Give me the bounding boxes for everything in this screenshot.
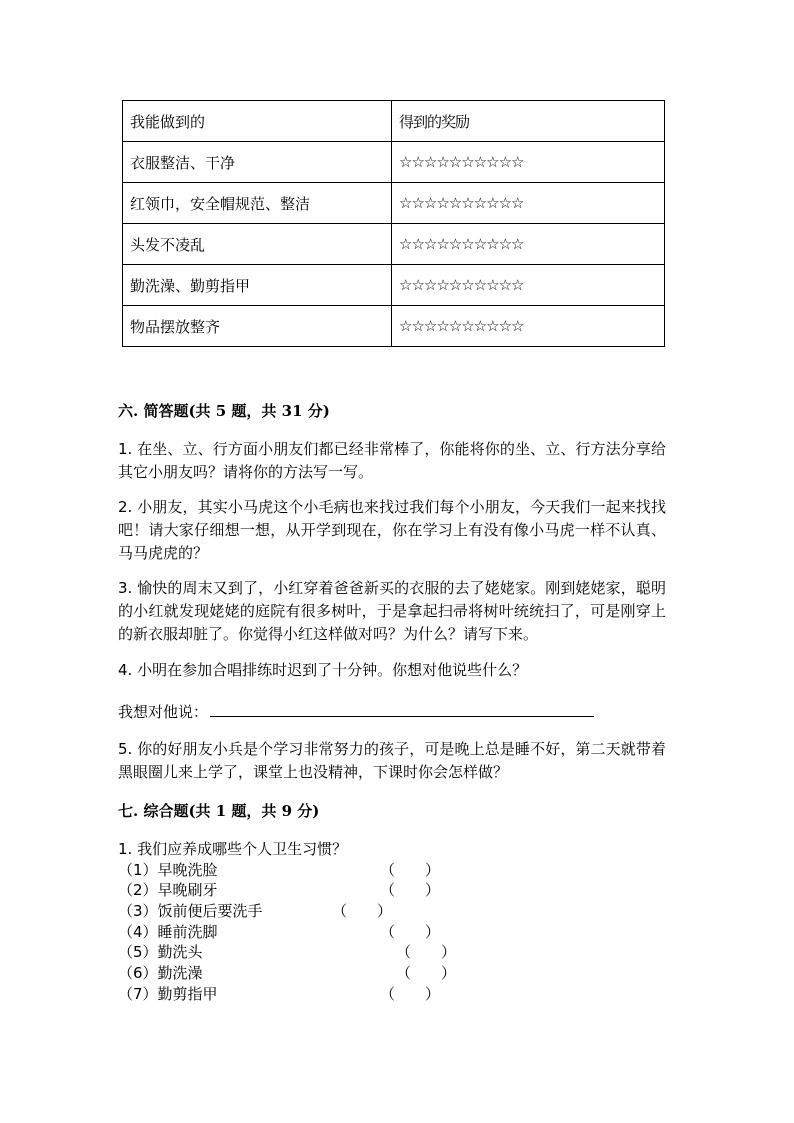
table-cell-stars: ☆☆☆☆☆☆☆☆☆☆: [392, 142, 665, 183]
answer-blank-line[interactable]: [210, 699, 594, 717]
habit-item-label: （4）睡前洗脚: [118, 923, 218, 941]
habit-item-label: （1）早晚洗脸: [118, 861, 218, 879]
section-6-title: 六. 简答题(共 5 题，共 31 分): [118, 402, 330, 420]
habit-answer-paren[interactable]: （ ）: [380, 881, 441, 899]
question-6-5: 5. 你的好朋友小兵是个学习非常努力的孩子，可是晚上总是睡不好，第二天就带着黑眼圈儿来上学了，课堂上也没精神，下课时你会怎样做？: [118, 740, 666, 781]
habit-item-label: （6）勤洗澡: [118, 964, 203, 982]
habit-item-label: （3）饭前便后要洗手: [118, 902, 263, 920]
question-6-1: 1. 在坐、立、行方面小朋友们都已经非常棒了，你能将你的坐、立、行方法分享给其它小朋友吗？请将你的方法写一写。: [118, 440, 666, 481]
question-6-3: 3. 愉快的周末又到了，小红穿着爸爸新买的衣服的去了姥姥家。刚到姥姥家，聪明的小红就发现姥姥的庭院有很多树叶，于是拿起扫帚将树叶统统扫了，可是刚穿上的新衣服却脏了。你觉得小红这样做对吗？为什么？请写下来。: [118, 579, 666, 643]
table-cell-stars: ☆☆☆☆☆☆☆☆☆☆: [392, 224, 665, 265]
question-6-4: 4. 小明在参加合唱排练时迟到了十分钟。你想对他说些什么？: [118, 661, 528, 679]
table-cell-behavior: 衣服整洁、干净: [123, 142, 392, 183]
table-cell-behavior: 红领巾，安全帽规范、整洁: [123, 183, 392, 224]
table-row: [123, 183, 665, 224]
question-7-1: 1. 我们应养成哪些个人卫生习惯？: [118, 840, 348, 858]
table-row: [123, 142, 665, 183]
table-cell-stars: ☆☆☆☆☆☆☆☆☆☆: [392, 183, 665, 224]
table-cell-behavior: 头发不凌乱: [123, 224, 392, 265]
table-row: [123, 306, 665, 347]
reward-table: [122, 100, 665, 347]
answer-label: 我想对他说：: [118, 703, 209, 721]
habit-item-label: （5）勤洗头: [118, 943, 203, 961]
table-cell-stars: ☆☆☆☆☆☆☆☆☆☆: [392, 265, 665, 306]
habit-answer-paren[interactable]: （ ）: [380, 861, 441, 879]
table-row: [123, 224, 665, 265]
table-row: [123, 265, 665, 306]
habit-answer-paren[interactable]: （ ）: [396, 964, 457, 982]
habit-answer-paren[interactable]: （ ）: [380, 923, 441, 941]
table-header-cell: 得到的奖励: [392, 101, 665, 142]
habit-answer-paren[interactable]: （ ）: [332, 902, 393, 920]
habit-answer-paren[interactable]: （ ）: [396, 943, 457, 961]
answer-line-row: [118, 699, 666, 724]
table-cell-stars: ☆☆☆☆☆☆☆☆☆☆: [392, 306, 665, 347]
habit-answer-paren[interactable]: （ ）: [380, 985, 441, 1003]
table-header-cell: 我能做到的: [123, 101, 392, 142]
table-header-row: [123, 101, 665, 142]
habit-item-label: （7）勤剪指甲: [118, 985, 218, 1003]
table-cell-behavior: 物品摆放整齐: [123, 306, 392, 347]
habit-item-label: （2）早晚刷牙: [118, 881, 218, 899]
section-7-title: 七. 综合题(共 1 题，共 9 分): [118, 802, 320, 820]
question-6-2: 2. 小朋友，其实小马虎这个小毛病也来找过我们每个小朋友，今天我们一起来找找吧！请大家仔细想一想，从开学到现在，你在学习上有没有像小马虎一样不认真、马马虎虎的？: [118, 498, 666, 562]
table-cell-behavior: 勤洗澡、勤剪指甲: [123, 265, 392, 306]
